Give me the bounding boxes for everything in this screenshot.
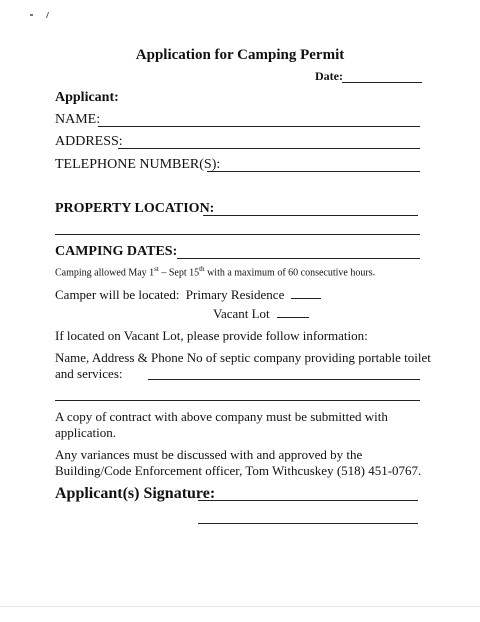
camping-dates-label: CAMPING DATES: <box>55 244 178 259</box>
property-location-field[interactable] <box>203 215 418 216</box>
septic-line-2: and services: <box>55 366 123 381</box>
scan-speck <box>46 12 54 18</box>
name-field[interactable] <box>98 126 420 127</box>
telephone-field[interactable] <box>207 171 420 172</box>
scan-speck <box>30 14 33 16</box>
form-title: Application for Camping Permit <box>135 47 345 63</box>
signature-field[interactable] <box>198 500 418 501</box>
camper-location-row <box>55 287 321 303</box>
telephone-label: TELEPHONE NUMBER(S): <box>55 157 221 172</box>
option-primary-residence: Primary Residence <box>185 287 285 302</box>
scan-edge-line <box>0 606 480 607</box>
date-field[interactable] <box>342 82 422 83</box>
contract-line-1: A copy of contract with above company must be submitted with <box>55 409 388 424</box>
signature-field-2[interactable] <box>198 523 418 524</box>
camper-location-label: Camper will be located: <box>55 287 180 302</box>
septic-company-field[interactable] <box>148 379 420 380</box>
vacant-lot-row <box>213 306 309 322</box>
address-label: ADDRESS: <box>55 134 123 149</box>
camping-dates-field[interactable] <box>177 258 420 259</box>
property-location-field-2[interactable] <box>55 234 420 235</box>
septic-company-field-2[interactable] <box>55 400 420 401</box>
septic-line-1: Name, Address & Phone No of septic company providing portable toilet <box>55 350 431 365</box>
option-vacant-lot: Vacant Lot <box>213 306 270 321</box>
date-label: Date: <box>315 69 343 83</box>
name-label: NAME: <box>55 112 101 127</box>
vacant-lot-checkbox-line[interactable] <box>277 317 309 318</box>
signature-label: Applicant(s) Signature: <box>55 485 216 502</box>
primary-residence-checkbox-line[interactable] <box>291 298 321 299</box>
camping-allowed-note: Camping allowed May 1st – Sept 15th with a maximum of 60 consecutive hours. <box>55 265 376 279</box>
address-field[interactable] <box>118 148 420 149</box>
variance-line-1: Any variances must be discussed with and approved by the <box>55 447 363 462</box>
variance-line-2: Building/Code Enforcement officer, Tom Withcuskey (518) 451-0767. <box>55 463 422 478</box>
contract-line-2: application. <box>55 425 117 440</box>
applicant-heading: Applicant: <box>55 90 119 105</box>
vacant-lot-instruction: If located on Vacant Lot, please provide follow information: <box>55 328 368 343</box>
property-location-label: PROPERTY LOCATION: <box>55 201 215 216</box>
